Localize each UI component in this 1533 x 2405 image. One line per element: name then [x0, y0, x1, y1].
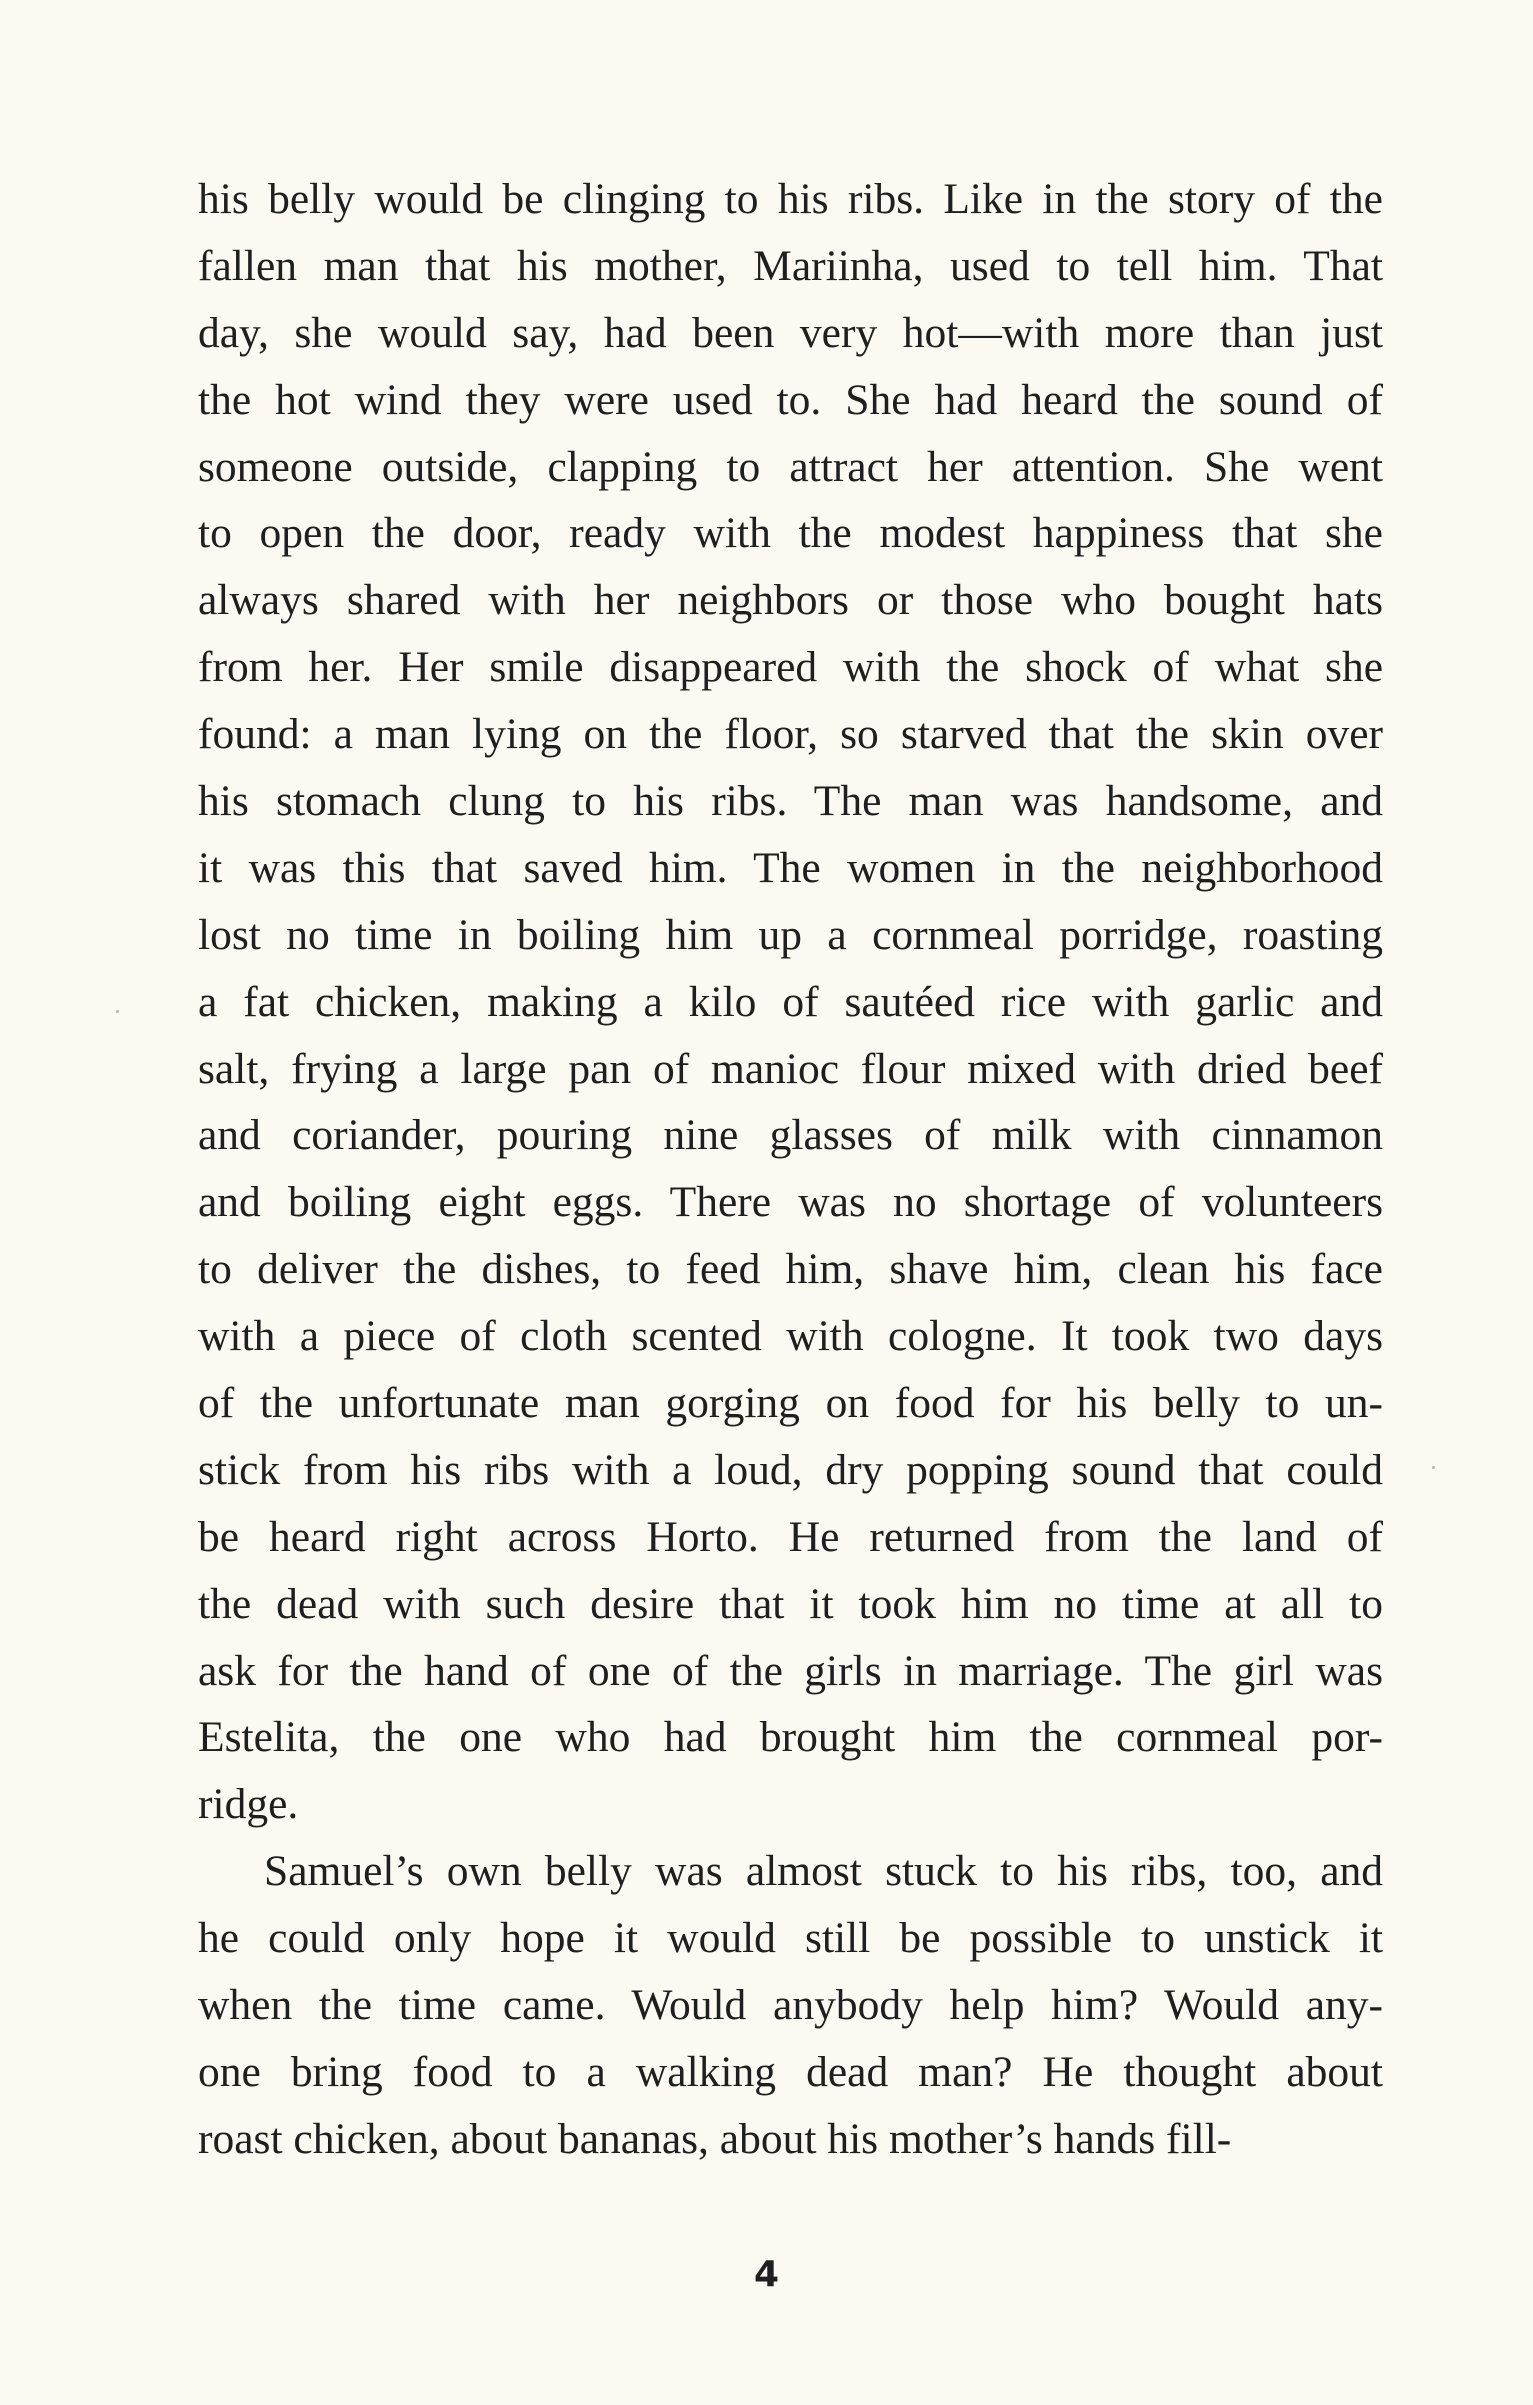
text-line: to deliver the dishes, to feed him, shave him, clean his face — [198, 1245, 1383, 1294]
paper-speck — [1432, 1466, 1435, 1469]
paragraph — [198, 1838, 1383, 2172]
text-line: day, she would say, had been very hot—with more than just — [198, 308, 1383, 357]
text-line: his belly would be clinging to his ribs. Like in the story of the — [198, 175, 1383, 223]
text-line: it was this that saved him. The women in the neighborhood — [198, 843, 1383, 892]
paragraph — [198, 166, 1383, 1838]
text-line: always shared with her neighbors or those who bought hats — [198, 576, 1383, 625]
text-line: be heard right across Horto. He returned from the land of — [198, 1512, 1383, 1561]
text-line: he could only hope it would still be possible to unstick it — [198, 1914, 1383, 1963]
body-text — [198, 166, 1383, 2173]
text-line: and coriander, pouring nine glasses of milk with cinnamon — [198, 1111, 1383, 1160]
text-line: a fat chicken, making a kilo of sautéed rice with garlic and — [198, 977, 1383, 1026]
text-line: his stomach clung to his ribs. The man was handsome, and — [198, 777, 1383, 826]
text-line: to open the door, ready with the modest happiness that she — [198, 509, 1383, 558]
text-line: when the time came. Would anybody help him? Would any- — [198, 1981, 1383, 2030]
text-line: Estelita, the one who had brought him the cornmeal por- — [198, 1713, 1383, 1762]
text-line: the dead with such desire that it took him no time at all to — [198, 1579, 1383, 1628]
text-line: the hot wind they were used to. She had heard the sound of — [198, 375, 1383, 424]
text-line: found: a man lying on the floor, so starved that the skin over — [198, 710, 1383, 759]
text-line: Samuel’s own belly was almost stuck to his ribs, too, and — [264, 1847, 1383, 1896]
text-line: someone outside, clapping to attract her attention. She went — [198, 442, 1383, 491]
text-line: from her. Her smile disappeared with the shock of what she — [198, 643, 1383, 692]
text-line: roast chicken, about bananas, about his mother’s hands fill- — [198, 2114, 1232, 2163]
text-line: ridge. — [198, 1780, 299, 1829]
text-line: fallen man that his mother, Mariinha, used to tell him. That — [198, 241, 1383, 290]
text-line: one bring food to a walking dead man? He thought about — [198, 2047, 1383, 2096]
page-number: 4 — [753, 2254, 780, 2295]
text-line: ask for the hand of one of the girls in marriage. The girl was — [198, 1646, 1383, 1695]
text-line: and boiling eight eggs. There was no shortage of volunteers — [198, 1178, 1383, 1227]
text-line: salt, frying a large pan of manioc flour mixed with dried beef — [198, 1044, 1383, 1093]
text-line: of the unfortunate man gorging on food for his belly to un- — [198, 1379, 1383, 1428]
paper-speck — [116, 1010, 119, 1013]
text-line: with a piece of cloth scented with cologne. It took two days — [198, 1312, 1383, 1361]
text-line: stick from his ribs with a loud, dry popping sound that could — [198, 1445, 1383, 1494]
text-line: lost no time in boiling him up a cornmeal porridge, roasting — [198, 910, 1383, 959]
